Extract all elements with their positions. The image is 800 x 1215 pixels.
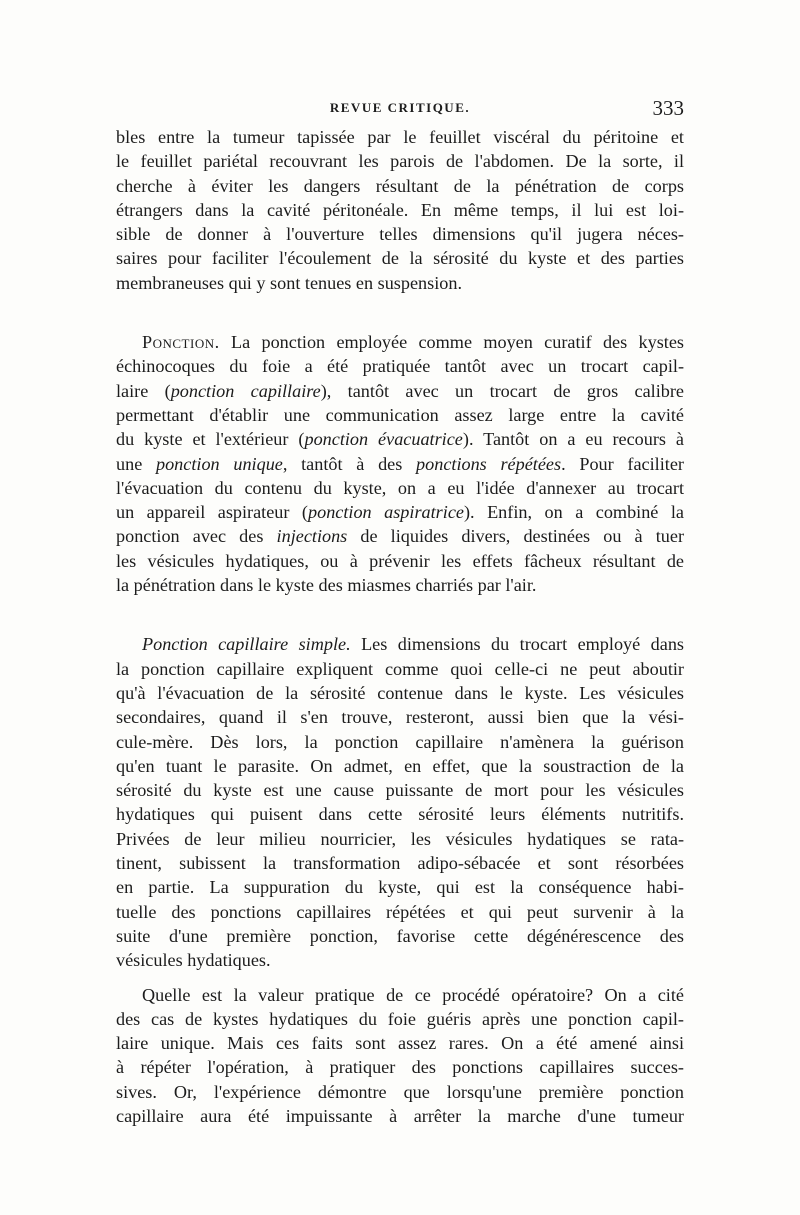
text-line: sérosité du kyste est une cause puissante de mort pour les vésicules <box>116 780 684 801</box>
text-line: à répéter l'opération, à pratiquer des ponctions capillaires succes- <box>116 1057 684 1078</box>
text-run: Les dimensions du trocart employé dans <box>350 634 684 655</box>
text-line: bles entre la tumeur tapissée par le feuillet viscéral du péritoine et <box>116 127 684 147</box>
section-lead: Ponction capillaire simple. <box>142 634 351 655</box>
text-line: Privées de leur milieu nourricier, les vésicules hydatiques se rata- <box>116 828 684 849</box>
text-line: saires pour faciliter l'écoulement de la sérosité du kyste et des parties <box>116 248 684 269</box>
text-run: ponction avec des <box>116 526 277 547</box>
text-line: l'évacuation du contenu du kyste, on a eu l'idée d'annexer au trocart <box>116 477 684 498</box>
text-line: secondaires, quand il s'en trouve, resteront, aussi bien que la vési- <box>116 707 684 728</box>
text-line: la ponction capillaire expliquent comme quoi celle-ci ne peut aboutir <box>116 658 684 679</box>
italic-term: ponction unique <box>155 453 283 474</box>
text-line: cule-mère. Dès lors, la ponction capillaire n'amènera la guérison <box>116 731 684 752</box>
italic-term: injections <box>276 526 348 547</box>
text-line <box>116 427 684 451</box>
text-line: en partie. La suppuration du kyste, qui est la conséquence habi- <box>116 877 684 898</box>
running-head <box>116 96 684 122</box>
paragraph-ponction <box>116 330 684 597</box>
text-line: le feuillet pariétal recouvrant les parois de l'abdomen. De la sorte, il <box>116 151 684 172</box>
text-line: tuelle des ponctions capillaires répétées et qui peut survenir à la <box>116 901 684 922</box>
text-line <box>116 500 684 524</box>
text-line <box>116 452 684 476</box>
text-run: , tantôt à des <box>282 453 417 474</box>
paragraph-ponction-capillaire <box>116 632 684 972</box>
text-line: qu'en tuant le parasite. On admet, en effet, que la soustraction de la <box>116 755 684 776</box>
text-line: laire unique. Mais ces faits sont assez rares. On a été amené ainsi <box>116 1033 684 1054</box>
text-line: sives. Or, l'expérience démontre que lorsqu'une première ponction <box>116 1081 684 1102</box>
text-run: ). Tantôt on a eu recours à <box>462 429 684 450</box>
text-line: Quelle est la valeur pratique de ce procédé opératoire? On a cité <box>142 984 684 1005</box>
italic-term: ponction capillaire <box>170 380 321 401</box>
text-run: ). Enfin, on a combiné la <box>463 502 684 523</box>
text-line: échinocoques du foie a été pratiquée tantôt avec un trocart capil- <box>116 356 684 377</box>
text-run: laire ( <box>116 380 171 401</box>
text-run: . Pour faciliter <box>561 453 684 474</box>
paragraph-valeur-pratique <box>116 983 684 1129</box>
text-run: un appareil aspirateur ( <box>116 502 308 523</box>
section-gap <box>116 597 684 632</box>
text-line: suite d'une première ponction, favorise cette dégénérescence des <box>116 925 684 946</box>
text-run: de liquides divers, destinées ou à tuer <box>347 526 684 547</box>
italic-term: ponction évacuatrice <box>304 429 463 450</box>
text-line: sible de donner à l'ouverture telles dimensions qu'il jugera néces- <box>116 224 684 245</box>
text-line <box>116 632 684 656</box>
text-line: cherche à éviter les dangers résultant de la pénétration de corps <box>116 175 684 196</box>
body-text <box>116 125 684 1128</box>
italic-term: ponction aspiratrice <box>308 502 464 523</box>
section-lead: Ponction. <box>142 332 220 353</box>
text-line: qu'à l'évacuation de la sérosité contenue dans le kyste. Les vésicules <box>116 682 684 703</box>
running-title: REVUE CRITIQUE. <box>329 100 471 115</box>
page-number: 333 <box>652 96 684 120</box>
italic-term: ponctions répétées <box>416 453 562 474</box>
text-line: des cas de kystes hydatiques du foie guéris après une ponction capil- <box>116 1008 684 1029</box>
paragraph-gap <box>116 973 684 983</box>
text-run: une <box>116 453 156 474</box>
section-gap <box>116 295 684 330</box>
text-run: La ponction employée comme moyen curatif des kystes <box>219 332 684 353</box>
text-line <box>116 524 684 548</box>
text-line: vésicules hydatiques. <box>116 950 271 971</box>
text-line <box>116 379 684 403</box>
text-line: permettant d'établir une communication assez large entre la cavité <box>116 404 684 425</box>
text-line: la pénétration dans le kyste des miasmes charriés par l'air. <box>116 575 537 596</box>
text-line: hydatiques qui puisent dans cette sérosité leurs éléments nutritifs. <box>116 804 684 825</box>
text-line: tinent, subissent la transformation adipo-sébacée et sont résorbées <box>116 853 684 874</box>
paragraph-continuation <box>116 125 684 295</box>
text-line: les vésicules hydatiques, ou à prévenir les effets fâcheux résultant de <box>116 550 684 571</box>
text-line: membraneuses qui y sont tenues en suspension. <box>116 272 463 293</box>
text-line: étrangers dans la cavité péritonéale. En même temps, il lui est loi- <box>116 199 684 220</box>
text-run: ), tantôt avec un trocart de gros calibre <box>320 380 684 401</box>
text-line <box>116 330 684 354</box>
text-line: capillaire aura été impuissante à arrêter la marche d'une tumeur <box>116 1105 684 1126</box>
text-run: du kyste et l'extérieur ( <box>116 429 305 450</box>
